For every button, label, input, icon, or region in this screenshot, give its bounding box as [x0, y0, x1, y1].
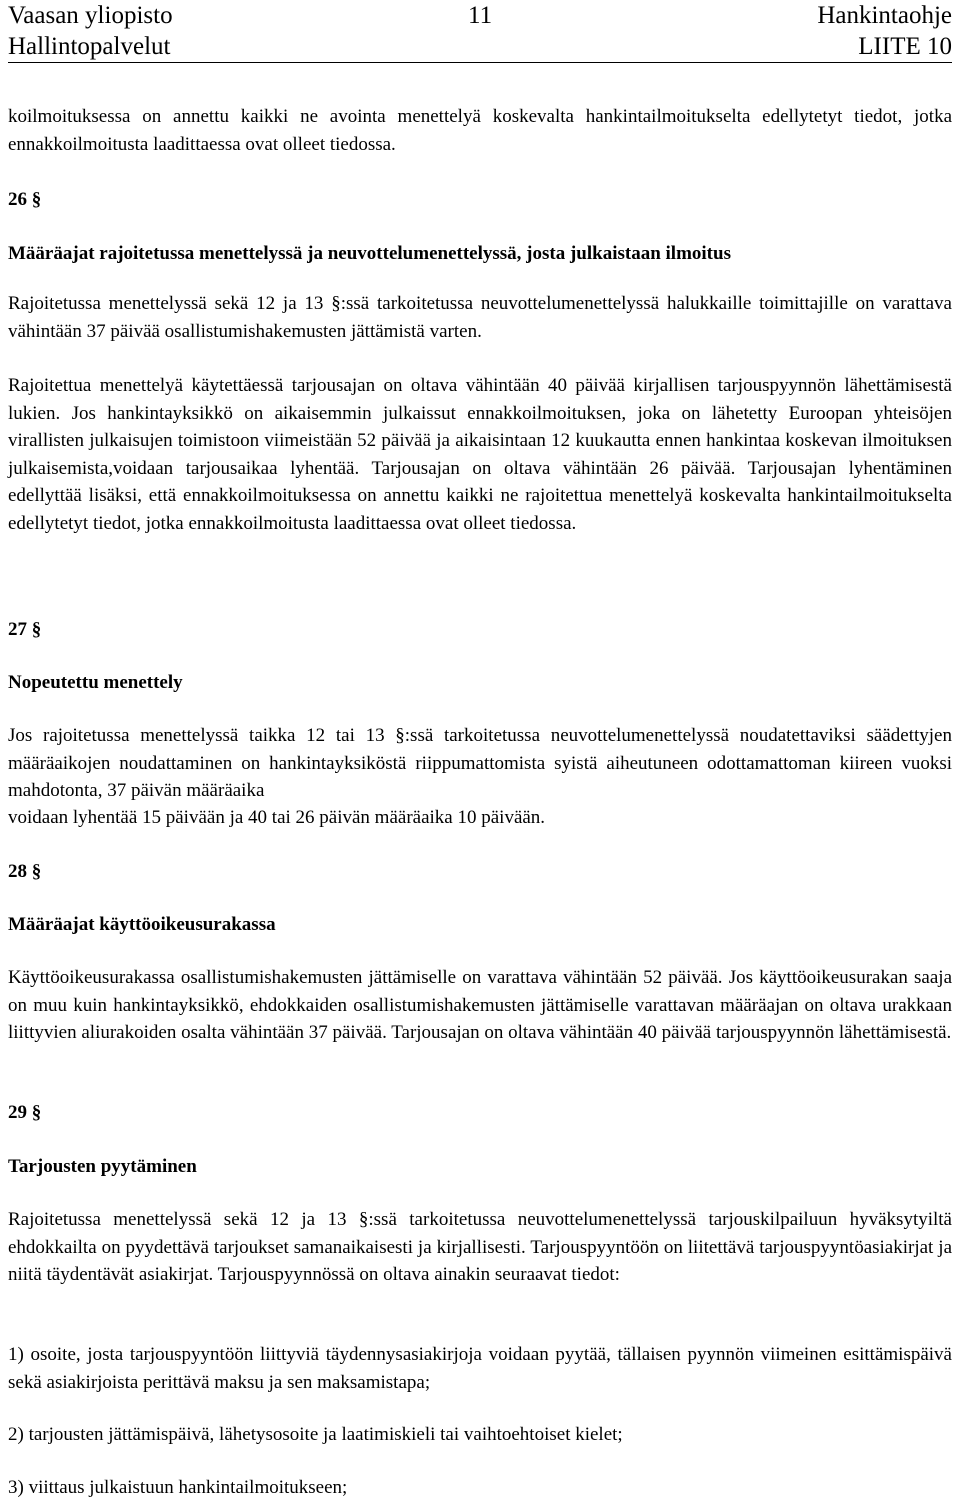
section-29-paragraph-1: Rajoitetussa menettelyssä sekä 12 ja 13 §:ssä tarkoitetussa neuvottelumenettelyssä tarjouskilpailuun hyväksytyiltä ehdokkailta on pyydettävä tarjoukset samanaikaisesti ja kirjallisesti. Tarjouspyyntöön on liitettävä tarjouspyyntöasiakirjat ja niitä täydentävät asiakirjat. Tarjouspyynnössä on oltava ainakin seuraavat tiedot: — [8, 1209, 952, 1285]
section-26-heading: Määräajat rajoitetussa menettelyssä ja neuvottelumenettelyssä, josta julkaistaan ilmoitus — [8, 243, 731, 264]
intro-paragraph: koilmoituksessa on annettu kaikki ne avointa menettelyä koskevalta hankintailmoitukselta edellytetyt tiedot, jotka ennakkoilmoitusta laadittaessa ovat olleet tiedossa. — [8, 106, 952, 155]
section-27-paragraph-1: Jos rajoitetussa menettelyssä taikka 12 tai 13 §:ssä tarkoitetussa neuvottelumenettelyssä noudatettaviksi säädettyjen määräaikojen noudattaminen on hankintayksiköstä riippumattomista syistä aiheutuneen odottamattoman kiireen vuoksi mahdotonta, 37 päivän määräaika — [8, 725, 952, 801]
section-27-heading: Nopeutettu menettely — [8, 672, 183, 693]
header-document-title: Hankintaohje — [817, 2, 952, 29]
section-26-number: 26 § — [8, 189, 42, 210]
section-29-heading: Tarjousten pyytäminen — [8, 1156, 197, 1177]
section-29-list-item-1: 1) osoite, josta tarjouspyyntöön liittyviä täydennysasiakirjoja voidaan pyytää, tällaisen pyynnön viimeinen esittämispäivä sekä asiakirjoista perittävä maksu ja sen maksamistapa; — [8, 1344, 952, 1393]
section-26-paragraph-1: Rajoitetussa menettelyssä sekä 12 ja 13 §:ssä tarkoitetussa neuvottelumenettelyssä halukkaille toimittajille on varattava vähintään 37 päivää osallistumishakemusten jättämistä varten. — [8, 293, 952, 342]
section-28-heading: Määräajat käyttöoikeusurakassa — [8, 914, 276, 935]
section-27-number: 27 § — [8, 619, 42, 640]
document-page — [8, 0, 952, 1498]
header-page-number: 11 — [468, 2, 493, 29]
header-department: Hallintopalvelut — [8, 33, 171, 60]
section-29-number: 29 § — [8, 1102, 42, 1123]
section-26-paragraph-2: Rajoitettua menettelyä käytettäessä tarjousajan on oltava vähintään 40 päivää kirjallisen tarjouspyynnön lähettämisestä lukien. Jos hankintayksikkö on aikaisemmin julkaissut ennakkoilmoituksen, joka on lähetetty Euroopan yhteisöjen virallisten julkaisujen toimistoon viimeistään 52 päivää ja aikaisintaan 12 kuukautta ennen hankintaa koskevan ilmoituksen julkaisemista,voidaan tarjousaikaa lyhentää. Tarjousajan on oltava vähintään 26 päivää. Tarjousajan lyhentäminen edellyttää lisäksi, että ennakkoilmoituksessa on annettu kaikki ne rajoitettua menettelyä koskevalta hankintailmoitukselta edellytetyt tiedot, jotka ennakkoilmoitusta laadittaessa ovat olleet tiedossa. — [8, 375, 952, 534]
section-29-list-item-2: 2) tarjousten jättämispäivä, lähetysosoite ja laatimiskieli tai vaihtoehtoiset kielet; — [8, 1424, 623, 1445]
header-university: Vaasan yliopisto — [8, 2, 173, 29]
section-28-paragraph-1: Käyttöoikeusurakassa osallistumishakemusten jättämiselle on varattava vähintään 52 päivää. Jos käyttöoikeusurakan saaja on muu kuin hankintayksikkö, ehdokkaiden osallistumishakemusten jättämiselle varattavan määräajan on oltava urakkaan liittyvien aliurakoiden osalta vähintään 37 päivää. Tarjousajan on oltava vähintään 40 päivää tarjouspyynnön lähettämisestä. — [8, 967, 952, 1043]
page-header — [8, 0, 952, 63]
section-29-list-item-3: 3) viittaus julkaistuun hankintailmoitukseen; — [8, 1477, 348, 1498]
header-appendix-label: LIITE 10 — [858, 33, 952, 60]
section-27-paragraph-1-last-line: voidaan lyhentää 15 päivään ja 40 tai 26 päivän määräaika 10 päivään. — [8, 807, 546, 828]
section-28-number: 28 § — [8, 861, 42, 882]
